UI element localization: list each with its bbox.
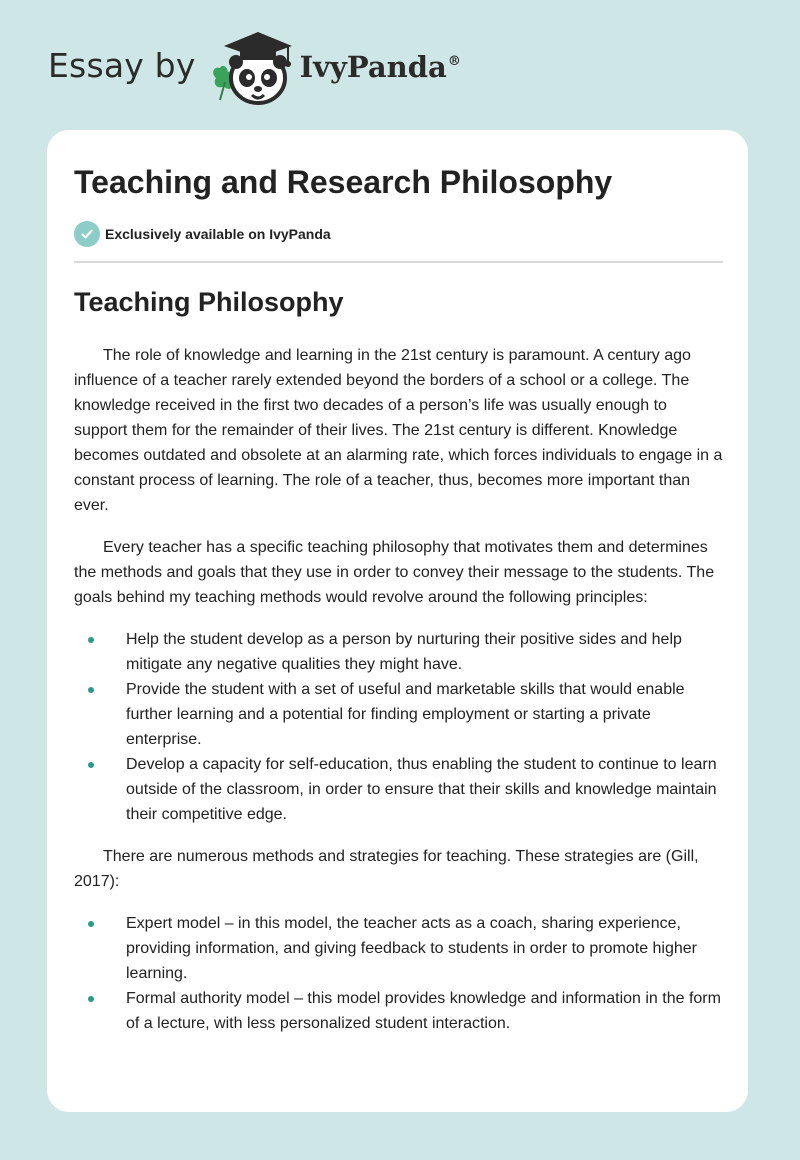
list-item-text: Expert model – in this model, the teacher acts as a coach, sharing experience, providing information, and giving feedback to students in order to promote higher learning. (126, 915, 698, 982)
bullet-icon (88, 762, 94, 768)
paragraph: The role of knowledge and learning in the 21st century is paramount. A century ago influence of a teacher rarely extended beyond the borders of a school or a college. The knowledge received in the first two decades of a person’s life was usually enough to support them for the remainder of their lives. The 21st century is different. Knowledge becomes outdated and obsolete at an alarming rate, which forces individuals to engage in a constant process of learning. The role of a teacher, thus, becomes more important than ever. (74, 347, 723, 514)
list-item-text: Help the student develop as a person by nurturing their positive sides and help mitigate any negative qualities they might have. (126, 631, 682, 673)
list-item (74, 752, 724, 827)
principles-list (74, 627, 724, 827)
page-title: Teaching and Research Philosophy (74, 164, 613, 200)
list-item-text: Develop a capacity for self-education, thus enabling the student to continue to learn outside of the classroom, in order to ensure that their skills and knowledge maintain their competitive edge. (126, 756, 717, 823)
exclusive-badge (74, 221, 331, 247)
check-icon (74, 221, 100, 247)
bullet-icon (88, 637, 94, 643)
registered-mark: ® (447, 54, 461, 69)
list-item-text: Formal authority model – this model provides knowledge and information in the form of a lecture, with less personalized student interaction. (126, 990, 721, 1032)
site-header (48, 28, 461, 108)
brand-name: IvyPanda (299, 50, 447, 84)
article-body (74, 343, 724, 1053)
list-item (74, 627, 724, 677)
divider (74, 261, 723, 263)
exclusive-badge-label: Exclusively available on IvyPanda (105, 226, 331, 242)
paragraph: Every teacher has a specific teaching philosophy that motivates them and determines the methods and goals that they use in order to convey their message to the students. The goals behind my teaching methods would revolve around the following principles: (74, 539, 715, 606)
article-card (47, 130, 748, 1112)
paragraph: There are numerous methods and strategies for teaching. These strategies are (Gill, 2017): (74, 848, 699, 890)
list-item (74, 677, 724, 752)
essay-by-label: Essay by (48, 45, 196, 85)
strategies-list (74, 911, 724, 1036)
section-heading: Teaching Philosophy (74, 287, 344, 317)
bullet-icon (88, 996, 94, 1002)
list-item (74, 911, 724, 986)
bullet-icon (88, 687, 94, 693)
bullet-icon (88, 921, 94, 927)
panda-graduate-icon (208, 28, 294, 108)
list-item-text: Provide the student with a set of useful and marketable skills that would enable further learning and a potential for finding employment or starting a private enterprise. (126, 681, 685, 748)
list-item (74, 986, 724, 1036)
brand-wordmark[interactable] (300, 50, 461, 84)
